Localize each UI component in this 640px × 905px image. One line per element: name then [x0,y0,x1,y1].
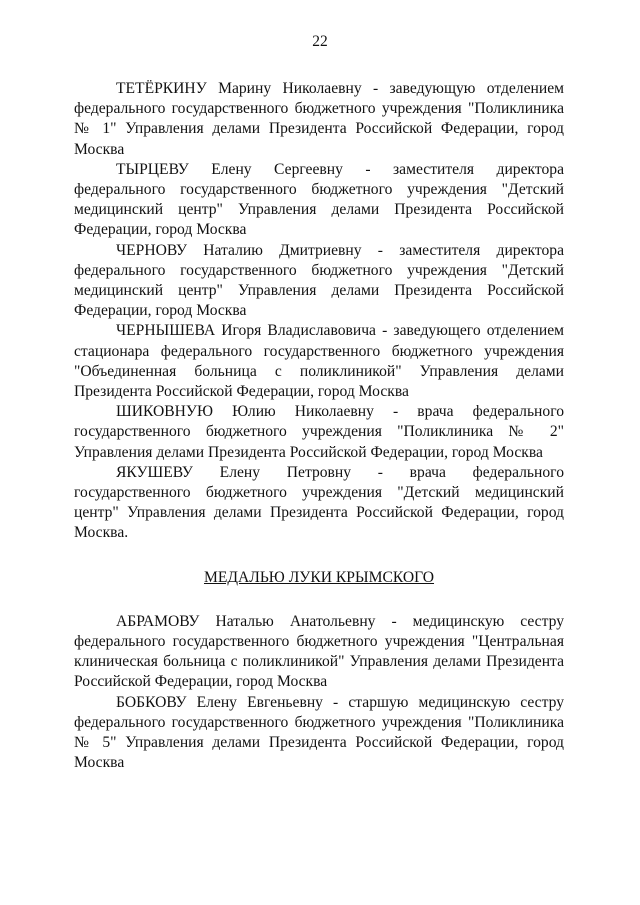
award-entry-yakusheva: ЯКУШЕВУ Елену Петровну - врача федерального государственного бюджетного учреждения "Детский медицинский центр" Управления делами Президента Российской Федерации, город Москва. [74,463,564,542]
award-entry-teterkina: ТЕТЁРКИНУ Марину Николаевну - заведующую отделением федерального государственного бюджетного учреждения "Поликлиника № 1" Управления делами Президента Российской Федерации, город Москва [74,80,564,158]
page-number: 22 [312,33,328,50]
section-heading-medal: МЕДАЛЬЮ ЛУКИ КРЫМСКОГО [203,568,435,586]
award-entry-tyrtseva: ТЫРЦЕВУ Елену Сергеевну - заместителя директора федерального государственного бюджетного учреждения "Детский медицинский центр" Управления делами Президента Российской Федерации, город Москва [74,160,564,239]
award-entry-chernova: ЧЕРНОВУ Наталию Дмитриевну - заместителя директора федерального государственного бюджетного учреждения "Детский медицинский центр" Управления делами Президента Российской Федерации, город Москва [74,241,564,320]
award-entry-abramova: АБРАМОВУ Наталью Анатольевну - медицинскую сестру федерального государственного бюджетного учреждения "Центральная клиническая больница с поликлиникой" Управления делами Президента Российской Федерации, город Москва [74,612,564,691]
document-body [74,79,564,774]
award-entry-bobkova: БОБКОВУ Елену Евгеньевну - старшую медицинскую сестру федерального государственного бюджетного учреждения "Поликлиника № 5" Управления делами Президента Российской Федерации, город Москва [74,693,564,772]
award-entry-chernyshev: ЧЕРНЫШЕВА Игоря Владиславовича - заведующего отделением стационара федерального государственного бюджетного учреждения "Объединенная больница с поликлиникой" Управления делами Президента Российской Федерации, город Москва [74,322,564,401]
award-entry-shikovnaya: ШИКОВНУЮ Юлию Николаевну - врача федерального государственного бюджетного учреждения "Поликлиника № 2" Управления делами Президента Российской Федерации, город Москва [74,403,564,461]
